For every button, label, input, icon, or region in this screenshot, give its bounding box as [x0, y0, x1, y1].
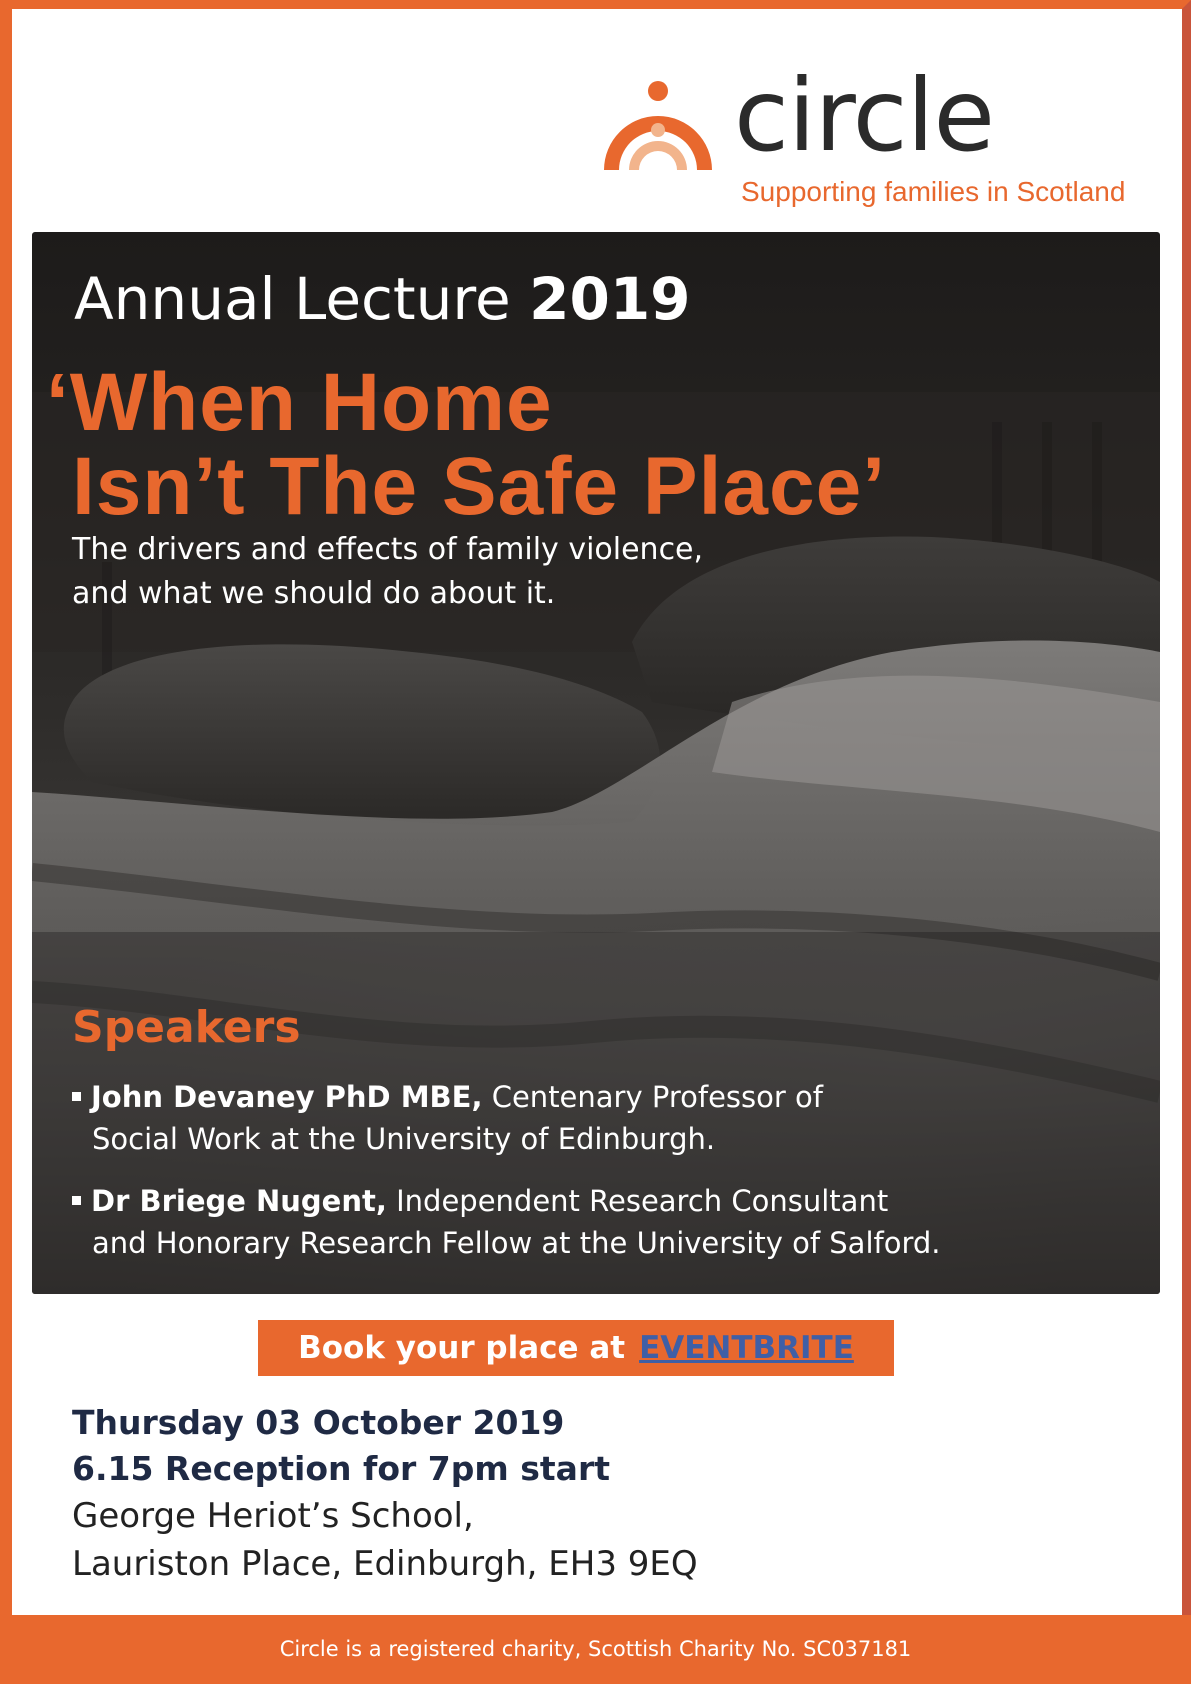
lecture-subtitle: [72, 528, 703, 616]
annual-lecture-heading: [74, 265, 691, 333]
speaker-item: [72, 1076, 823, 1160]
eventbrite-link[interactable]: EVENTBRITE: [639, 1330, 854, 1366]
annual-year: 2019: [529, 265, 691, 333]
speaker-desc-line-1: Independent Research Consultant: [396, 1184, 889, 1218]
speaker-desc-line-1: Centenary Professor of: [491, 1080, 823, 1114]
lecture-title-line-1: ‘When Home: [46, 357, 553, 448]
subtitle-line-2: and what we should do about it.: [72, 576, 556, 611]
logo-tagline: Supporting families in Scotland: [741, 176, 1126, 207]
circle-logo-icon: [598, 78, 718, 178]
speaker-desc-line-2: Social Work at the University of Edinburgh.: [92, 1122, 716, 1156]
event-venue-line-2: Lauriston Place, Edinburgh, EH3 9EQ: [72, 1544, 698, 1584]
speaker-desc-line-2: and Honorary Research Fellow at the University of Salford.: [92, 1226, 941, 1260]
event-details: [72, 1400, 698, 1588]
logo-wordmark: circle: [734, 57, 994, 174]
event-time: 6.15 Reception for 7pm start: [72, 1449, 610, 1488]
event-date: Thursday 03 October 2019: [72, 1403, 565, 1442]
book-place-banner: [258, 1320, 894, 1376]
circle-logo: [598, 57, 1138, 218]
annual-label: Annual Lecture: [74, 265, 511, 333]
event-venue-line-1: George Heriot’s School,: [72, 1496, 474, 1536]
speakers-heading: Speakers: [72, 1002, 301, 1053]
subtitle-line-1: The drivers and effects of family violence,: [72, 532, 704, 567]
lecture-title-line-2: Isn’t The Safe Place’: [72, 441, 886, 532]
speaker-item: [72, 1180, 941, 1264]
speaker-name: Dr Briege Nugent,: [91, 1184, 387, 1218]
charity-footer: Circle is a registered charity, Scottish Charity No. SC037181: [0, 1615, 1191, 1684]
speaker-name: John Devaney PhD MBE,: [91, 1080, 483, 1114]
book-place-text: Book your place at: [298, 1330, 626, 1366]
hero-panel: [32, 232, 1160, 1294]
bullet-icon: [72, 1196, 81, 1205]
bullet-icon: [72, 1092, 81, 1101]
